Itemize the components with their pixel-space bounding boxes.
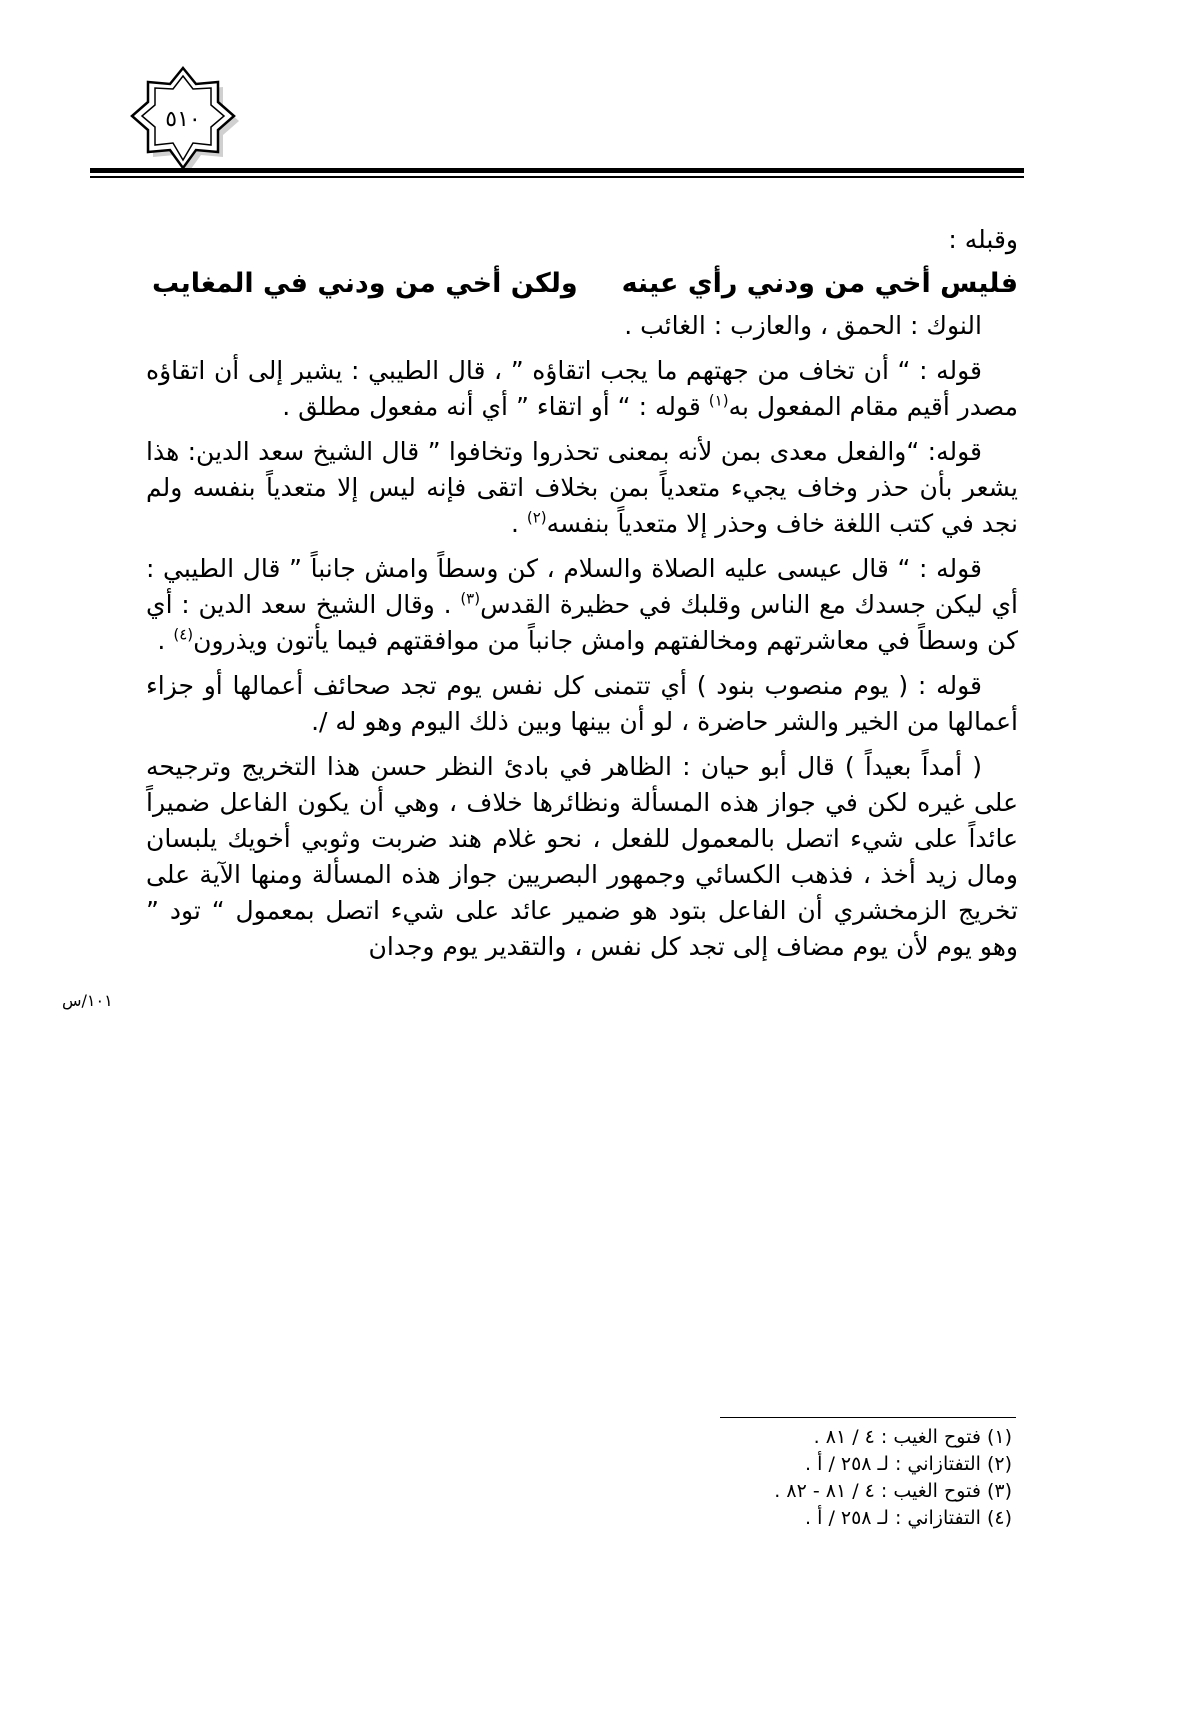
- footnote-ref-1: (١): [708, 391, 729, 410]
- footnote-ref-2: (٢): [526, 508, 547, 527]
- footnote-1: (١) فتوح الغيب : ٤ / ٨١ .: [813, 1426, 1012, 1448]
- footnotes: [660, 1424, 1012, 1532]
- paragraph-3: قوله: “والفعل معدى بمن لأنه بمعنى تحذروا وتخافوا ” قال الشيخ سعد الدين: هذا يشعر بأن حذر وخاف يجيء متعدياً بمن بخلاف اتقى فإنه ليس إلا متعدياً بنفسه ولم نجد في كتب اللغة خاف وحذر إلا متعدياً بنفسه$^{(٢)}$ .: [146, 437, 1018, 538]
- footnote-separator: [720, 1417, 1016, 1418]
- margin-manuscript-note: ١٠١/س: [62, 991, 113, 1010]
- footnote-4: (٤) التفتازاني : لـ ٢٥٨ / أ .: [805, 1507, 1012, 1529]
- poetry-verse: [146, 266, 1018, 302]
- paragraph-4: قوله : “ قال عيسى عليه الصلاة والسلام ، كن وسطاً وامش جانباً ” قال الطيبي : أي ليكن جسدك مع الناس وقلبك في حظيرة القدس$^{(٣)}$ . وقال الشيخ سعد الدين : أي كن وسطاً في معاشرتهم ومخالفتهم وامش جانباً من موافقتهم فيما يأتون ويذرون$^{(٤)}$ .: [146, 554, 1018, 655]
- main-text: [146, 222, 1018, 974]
- footnote-ref-3: (٣): [460, 589, 481, 608]
- page-number-badge: [118, 56, 248, 182]
- intro-line: وقبله :: [948, 225, 1018, 254]
- header-rule-thick: [90, 168, 1024, 173]
- paragraph-6: ( أمداً بعيداً ) قال أبو حيان : الظاهر في بادئ النظر حسن هذا التخريج وترجيحه على غيره لكن في جواز هذه المسألة ونظائرها خلاف ، وهي أن يكون الفاعل ضميراً عائداً على شيء اتصل بالمعمول للفعل ، نحو غلام هند ضربت وثوبي أخويك يلبسان ومال زيد أخذ ، فذهب الكسائي وجمهور البصريين جواز هذه المسألة ومنها الآية على تخريج الزمخشري أن الفاعل بتود هو ضمير عائد على شيء اتصل بمعمول “ تود ” وهو يوم لأن يوم مضاف إلى تجد كل نفس ، والتقدير يوم وجدان: [146, 752, 1018, 961]
- page-number: ٥١٠: [165, 106, 201, 132]
- header-rule-thin: [90, 176, 1024, 178]
- paragraph-2: قوله : “ أن تخاف من جهتهم ما يجب اتقاؤه ” ، قال الطيبي : يشير إلى أن اتقاؤه مصدر أقيم مقام المفعول به$^{(١)}$ قوله : “ أو اتقاء ” أي أنه مفعول مطلق .: [146, 356, 1018, 421]
- verse-second-hemistich: ولكن أخي من ودني في المغايب: [152, 268, 578, 299]
- footnote-ref-4: (٤): [173, 625, 194, 644]
- paragraph-5: قوله : ( يوم منصوب بنود ) أي تتمنى كل نفس يوم تجد صحائف أعمالها أو جزاء أعمالها من الخير والشر حاضرة ، لو أن بينها وبين ذلك اليوم وهو له /.: [146, 671, 1018, 736]
- paragraph-1: النوك : الحمق ، والعازب : الغائب .: [624, 311, 982, 340]
- verse-first-hemistich: فليس أخي من ودني رأي عينه: [621, 268, 1018, 299]
- footnote-3: (٣) فتوح الغيب : ٤ / ٨١ - ٨٢ .: [774, 1480, 1012, 1502]
- footnote-2: (٢) التفتازاني : لـ ٢٥٨ / أ .: [805, 1453, 1012, 1475]
